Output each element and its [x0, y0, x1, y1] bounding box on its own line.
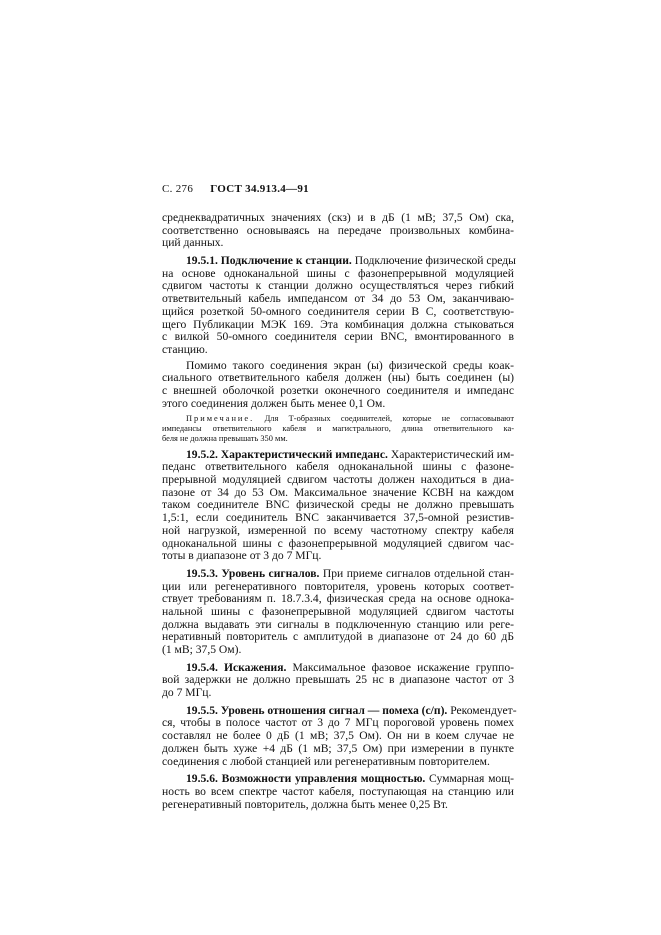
- line-text: одноканальной шины с фазонепрерывной модуляцией сдвигом час-: [162, 536, 514, 550]
- text-line: [162, 687, 514, 700]
- line-text: регенеративный повторитель, должна быть менее 0,25 Вт.: [162, 797, 448, 811]
- section-heading: 19.5.1. Подключение к станции.: [186, 254, 352, 268]
- text-line: [162, 344, 514, 357]
- line-text: неративный повторитель с амплитудой в диапазоне от 24 до 60 дБ: [162, 630, 514, 644]
- line-text: ся, чтобы в полосе частот от 3 до 7 МГц пороговой уровень помех: [162, 716, 514, 730]
- section-paragraph-shield: [162, 360, 514, 411]
- text-line: [162, 424, 514, 434]
- section-heading: 19.5.3. Уровень сигналов.: [186, 566, 320, 580]
- line-text: педанс ответвительного кабеля одноканальной шины с фазоне-: [162, 460, 514, 474]
- line-text: щийся розеткой 50-омного соединителя серии В С, соответствую-: [162, 304, 514, 318]
- section-heading: 19.5.4. Искажения.: [186, 660, 287, 674]
- line-text: ствует требованиям п. 18.7.3.4, физическая среда на основе однока-: [162, 592, 514, 606]
- section-paragraph-19-5-2: [162, 449, 514, 563]
- document-body: [162, 211, 517, 811]
- note-paragraph: [162, 414, 514, 443]
- text-line: [162, 398, 514, 411]
- section-paragraph-cont: [162, 212, 514, 250]
- text-line: [162, 674, 514, 687]
- line-text: Характеристический им-: [387, 447, 515, 461]
- section-heading: 19.5.6. Возможности управления мощностью.: [186, 772, 426, 786]
- line-text: сдвигом частоты к станции должно осуществляться через гибкий: [162, 279, 514, 293]
- line-text: прерывной модуляцией сдвигом частоты должен находиться в диа-: [162, 473, 514, 487]
- line-text: до 7 МГц.: [162, 686, 212, 700]
- section-paragraph-19-5-6: [162, 773, 514, 811]
- text-line: [162, 550, 514, 563]
- line-text: ции или регенеративного повторителя, уровень которых соответ-: [162, 579, 514, 593]
- line-text: ций данных.: [162, 236, 224, 250]
- line-text: Рекомендует-: [447, 703, 517, 717]
- line-text: соединения с любой станцией или регенеративным повторителем.: [162, 754, 490, 768]
- line-text: с внешней оболочкой розетки оконечного соединителя и импеданс: [162, 383, 514, 397]
- line-text: ность во всем спектре частот кабеля, поступающая на станцию или: [162, 784, 514, 798]
- line-text: станцию.: [162, 342, 208, 356]
- line-text: беля не должна превышать 350 мм.: [162, 433, 288, 443]
- text-line: [162, 799, 514, 812]
- line-text: импедансы ответвительного кабеля и магистрального, длина ответвительного ка-: [162, 424, 514, 434]
- note-label: Примечание.: [186, 414, 255, 424]
- standard-designation: ГОСТ 34.913.4—91: [210, 183, 309, 195]
- running-header: [162, 183, 309, 195]
- line-text: нальной шины с фазонепрерывной модуляцией сдвигом частоты: [162, 604, 514, 618]
- section-paragraph-19-5-5: [162, 703, 517, 768]
- line-text: среднеквадратичных значениях (скз) и в дБ (1 мВ; 37,5 Ом) ска,: [162, 211, 514, 224]
- line-text: должен быть хуже +4 дБ (1 мВ; 37,5 Ом) при измерении в пункте: [162, 741, 514, 755]
- line-text: соответственно основываясь на передаче произвольных комбина-: [162, 223, 514, 237]
- line-text: Суммарная мощ-: [425, 772, 514, 786]
- line-text: должна выдавать эти сигналы в подключенную станцию или реге-: [162, 617, 514, 631]
- line-text: (1 мВ; 37,5 Ом).: [162, 643, 242, 657]
- text-line: [162, 237, 514, 250]
- line-text: пазоне от 34 до 53 Ом. Максимальное значение КСВН на каждом: [162, 485, 514, 499]
- line-text: При приеме сигналов отдельной стан-: [319, 566, 514, 580]
- text-line: [162, 434, 514, 444]
- line-text: щего Публикации МЭК 169. Эта комбинация должна стыковаться: [162, 317, 514, 331]
- section-paragraph-19-5-4: [162, 662, 514, 700]
- section-heading: 19.5.5. Уровень отношения сигнал — помеха (с/п).: [186, 703, 448, 717]
- line-text: ответвительный кабель импедансом от 34 до 53 Ом, заканчиваю-: [162, 292, 514, 306]
- line-text: Подключение физической среды: [351, 254, 516, 268]
- line-text: Для Т-образных соединителей, которые не согласовывают: [254, 414, 514, 424]
- text-line: [162, 644, 514, 657]
- line-text: на основе одноканальной шины с фазонепрерывной модуляцией: [162, 266, 514, 280]
- text-line: [162, 756, 514, 769]
- section-paragraph-19-5-3: [162, 568, 514, 657]
- line-text: тоты в диапазоне от 3 до 7 МГц.: [162, 549, 322, 563]
- section-heading: 19.5.2. Характеристический импеданс.: [186, 447, 388, 461]
- line-text: 1,5:1, если соединитель BNC заканчивается 37,5-омной резистив-: [162, 511, 514, 525]
- section-paragraph-19-5-1: [162, 255, 514, 357]
- line-text: составлял не более 0 дБ (1 мВ; 37,5 Ом). Он ни в коем случае не: [162, 729, 514, 743]
- line-text: вой задержки не должно превышать 25 нс в диапазоне частот от 3: [162, 673, 514, 687]
- line-text: таком соединителе BNC физической среды не должно превышать: [162, 498, 514, 512]
- line-text: с вилкой 50-омного соединителя серии BNC, вмонтированного в: [162, 330, 514, 344]
- text-line: [162, 414, 514, 424]
- line-text: сиального ответвительного кабеля должен (ны) быть соединен (ы): [162, 371, 514, 385]
- line-text: ной нагрузкой, измеренной по всему частотному спектру кабеля: [162, 523, 514, 537]
- line-text: Максимальное фазовое искажение группо-: [286, 660, 514, 674]
- page-number: С. 276: [162, 183, 194, 195]
- line-text: Помимо такого соединения экран (ы) физической среды коак-: [186, 358, 514, 372]
- text-line: [162, 331, 514, 344]
- line-text: этого соединения должен быть менее 0,1 Ом.: [162, 396, 386, 410]
